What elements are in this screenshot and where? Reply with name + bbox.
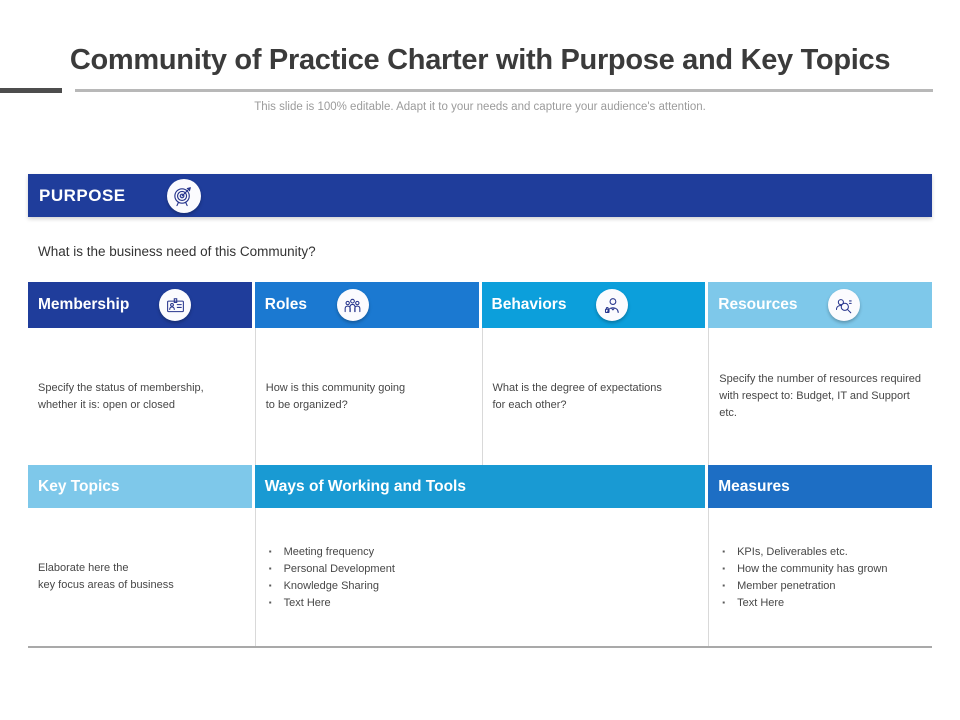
header-roles-label: Roles <box>264 296 307 314</box>
header-membership-label: Membership <box>38 296 130 314</box>
cell-roles-text <box>255 328 479 465</box>
roles-line-2: to be organized? <box>265 398 348 411</box>
target-icon <box>167 179 201 213</box>
table-body-row-1 <box>28 328 932 465</box>
membership-line-1: Specify the status of membership, <box>38 381 204 394</box>
list-item: ▪ Member penetration <box>722 580 926 592</box>
list-item: ▪ Personal Development <box>269 563 700 575</box>
list-item: ▪ How the community has grown <box>722 563 926 575</box>
list-item: ▪ KPIs, Deliverables etc. <box>722 546 926 558</box>
purpose-label: PURPOSE <box>39 185 126 205</box>
header-measures <box>708 465 932 508</box>
person-icon <box>596 289 628 321</box>
list-item: ▪ Text Here <box>722 597 926 609</box>
id-card-icon <box>159 289 191 321</box>
purpose-question: What is the business need of this Community? <box>38 244 316 260</box>
header-key-topics-label: Key Topics <box>38 477 120 495</box>
header-roles <box>255 282 479 328</box>
resources-line-2: with respect to: Budget, IT and Support etc. <box>719 390 910 420</box>
cell-ways-of-working-bullets <box>255 508 706 646</box>
title-divider-dark-segment <box>0 88 62 93</box>
table-header-row-2 <box>28 465 932 508</box>
page-title: Community of Practice Charter with Purpose and Key Topics <box>69 44 891 76</box>
header-ways-of-working-label: Ways of Working and Tools <box>264 477 466 495</box>
behaviors-line-2: for each other? <box>492 398 567 411</box>
header-measures-label: Measures <box>718 477 790 495</box>
header-behaviors-label: Behaviors <box>491 296 567 314</box>
membership-line-2: whether it is: open or closed <box>38 398 175 411</box>
measures-bullet-list <box>709 508 932 646</box>
list-item: ▪ Knowledge Sharing <box>269 580 700 592</box>
table-body-row-2 <box>28 508 932 648</box>
cell-key-topics-text <box>28 508 252 646</box>
behaviors-line-1: What is the degree of expectations <box>492 381 662 394</box>
cell-behaviors-text <box>482 328 706 465</box>
header-ways-of-working <box>255 465 706 508</box>
header-resources <box>708 282 932 328</box>
team-icon <box>337 289 369 321</box>
ways-bullet-list <box>256 508 706 646</box>
slide-subtitle: This slide is 100% editable. Adapt it to your needs and capture your audience's attention. <box>254 101 706 114</box>
search-person-icon <box>828 289 860 321</box>
header-resources-label: Resources <box>718 296 798 314</box>
title-divider-light-segment <box>75 89 933 92</box>
list-item: ▪ Meeting frequency <box>269 546 700 558</box>
key-topics-line-2: key focus areas of business <box>38 579 174 592</box>
cell-membership-text <box>28 328 252 465</box>
cell-resources-text <box>708 328 932 465</box>
roles-line-1: How is this community going <box>265 381 406 394</box>
purpose-header-bar <box>28 174 932 217</box>
cell-measures-bullets <box>708 508 932 646</box>
header-membership <box>28 282 252 328</box>
title-divider <box>0 88 933 93</box>
header-behaviors <box>482 282 706 328</box>
table-header-row-1 <box>28 282 932 328</box>
key-topics-line-1: Elaborate here the <box>38 562 129 575</box>
charter-table <box>28 282 932 648</box>
header-key-topics <box>28 465 252 508</box>
list-item: ▪ Text Here <box>269 597 700 609</box>
resources-line-1: Specify the number of resources required <box>719 373 922 386</box>
